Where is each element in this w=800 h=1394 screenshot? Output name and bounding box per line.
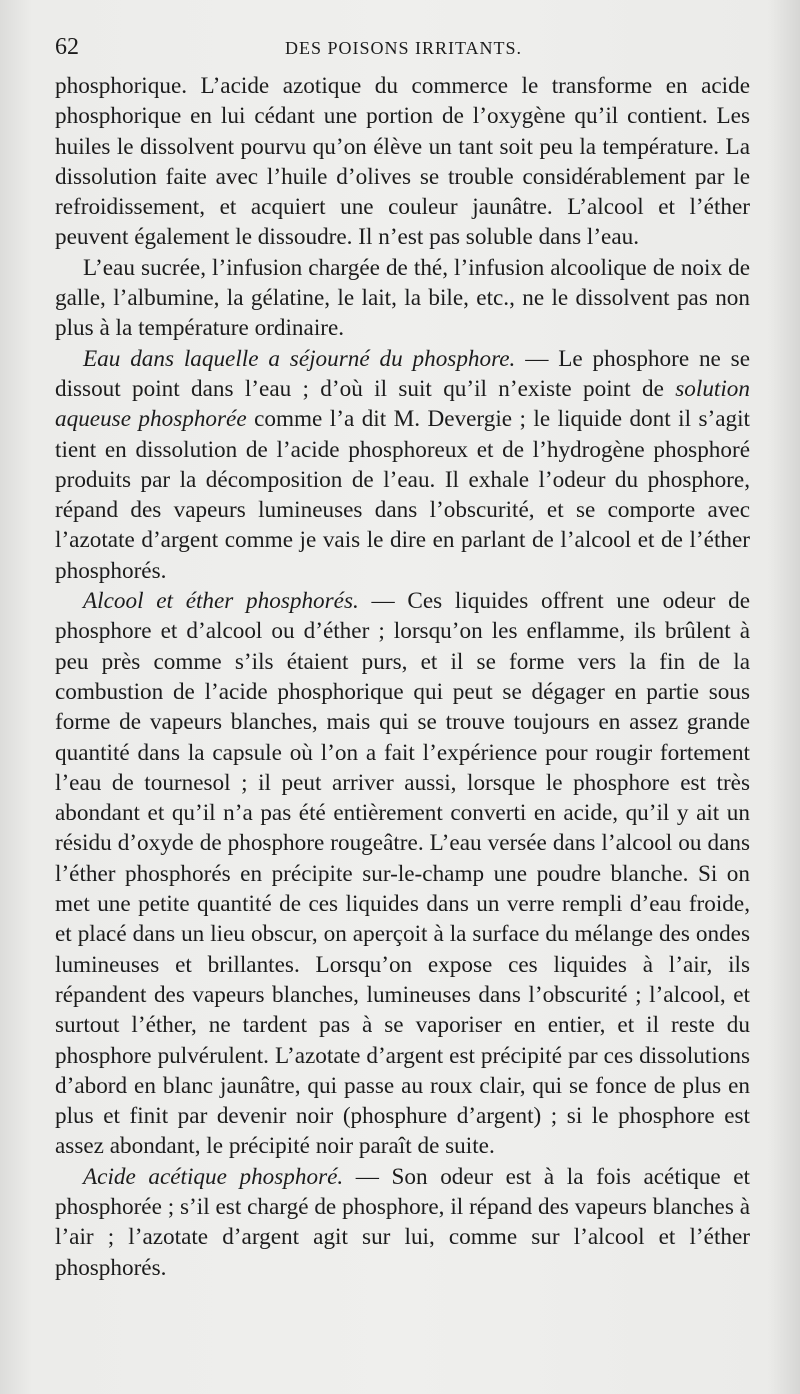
body-text: [55, 71, 750, 1283]
paragraph-1-text: phosphorique. L’acide azotique du commerce le transforme en acide phosphorique en lui cédant une portion de l’oxygène qu’il contient. Les huiles le dissolvent pourvu qu’on élève un tant soit peu la température. La dissolution faite avec l’huile d’olives se trouble considérablement par le refroidissement, et acquiert une couleur jaunâtre. L’alcool et l’éther peuvent également le dissoudre. Il n’est pas soluble dans l’eau.: [55, 73, 750, 251]
paragraph-5: [55, 1162, 750, 1283]
paragraph-4-lead: Alcool et éther phosphorés.: [83, 588, 359, 615]
paragraph-3-text-2: comme l’a dit M. Devergie ; le liquide dont il s’agit tient en dissolution de l’acide phosphoreux et de l’hydrogène phosphoré produits par la décomposition de l’eau. Il exhale l’odeur du phosphore, répand des vapeurs lumineuses dans l’obscurité, et se comporte avec l’azotate d’argent comme je vais le dire en parlant de l’alcool et de l’éther phosphorés.: [55, 406, 750, 584]
paragraph-5-lead: Acide acétique phosphoré.: [83, 1163, 344, 1190]
page-number: 62: [55, 34, 79, 60]
paragraph-3: [55, 344, 750, 586]
paragraph-1: [55, 71, 750, 253]
running-head: DES POISONS IRRITANTS.: [284, 38, 523, 58]
paragraph-2-text: L’eau sucrée, l’infusion chargée de thé, l’infusion alcoolique de noix de galle, l’albumine, la gélatine, le lait, la bile, etc., ne le dissolvent pas non plus à la température ordinaire.: [55, 254, 750, 342]
paragraph-2: [55, 253, 750, 344]
paragraph-4: [55, 586, 750, 1162]
page-header: [55, 34, 752, 64]
paragraph-3-text: — Le phosphore ne se dissout point dans l’eau ; d’où il suit qu’il n’existe point de: [55, 345, 750, 402]
paragraph-3-emphasis: solution aqueuse phosphorée: [55, 375, 750, 433]
paragraph-4-text: — Ces liquides offrent une odeur de phosphore et d’alcool ou d’éther ; lorsqu’on les enflamme, ils brûlent à peu près comme s’ils étaient purs, et il se forme vers la fin de la combustion de l’acide phosphorique qui peut se dégager en partie sous forme de vapeurs blanches, mais qui se trouve toujours en assez grande quantité dans la capsule où l’on a fait l’expérience pour rougir fortement l’eau de tournesol ; il peut arriver aussi, lorsque le phosphore est très abondant et qu’il n’a pas été entièrement converti en acide, qu’il y ait un résidu d’oxyde de phosphore rougeâtre. L’eau versée dans l’alcool ou dans l’éther phosphorés en précipite sur-le-champ une poudre blanche. Si on met une petite quantité de ces liquides dans un verre rempli d’eau froide, et placé dans un lieu obscur, on aperçoit à la surface du mélange des ondes lumineuses et brillantes. Lorsqu’on expose ces liquides à l’air, ils répandent des vapeurs blanches, lumineuses dans l’obscurité ; l’alcool, et surtout l’éther, ne tardent pas à se vaporiser en entier, et il reste du phosphore pulvérulent. L’azotate d’argent est précipité par ces dissolutions d’abord en blanc jaunâtre, qui passe au roux clair, qui se fonce de plus en plus et finit par devenir noir (phosphure d’argent) ; si le phosphore est assez abondant, le précipité noir paraît de suite.: [55, 588, 750, 1160]
paragraph-5-text: — Son odeur est à la fois acétique et phosphorée ; s’il est chargé de phosphore, il répand des vapeurs blanches à l’air ; l’azotate d’argent agit sur lui, comme sur l’alcool et l’éther phosphorés.: [55, 1163, 750, 1281]
paragraph-3-lead: Eau dans laquelle a séjourné du phosphore.: [83, 345, 516, 372]
